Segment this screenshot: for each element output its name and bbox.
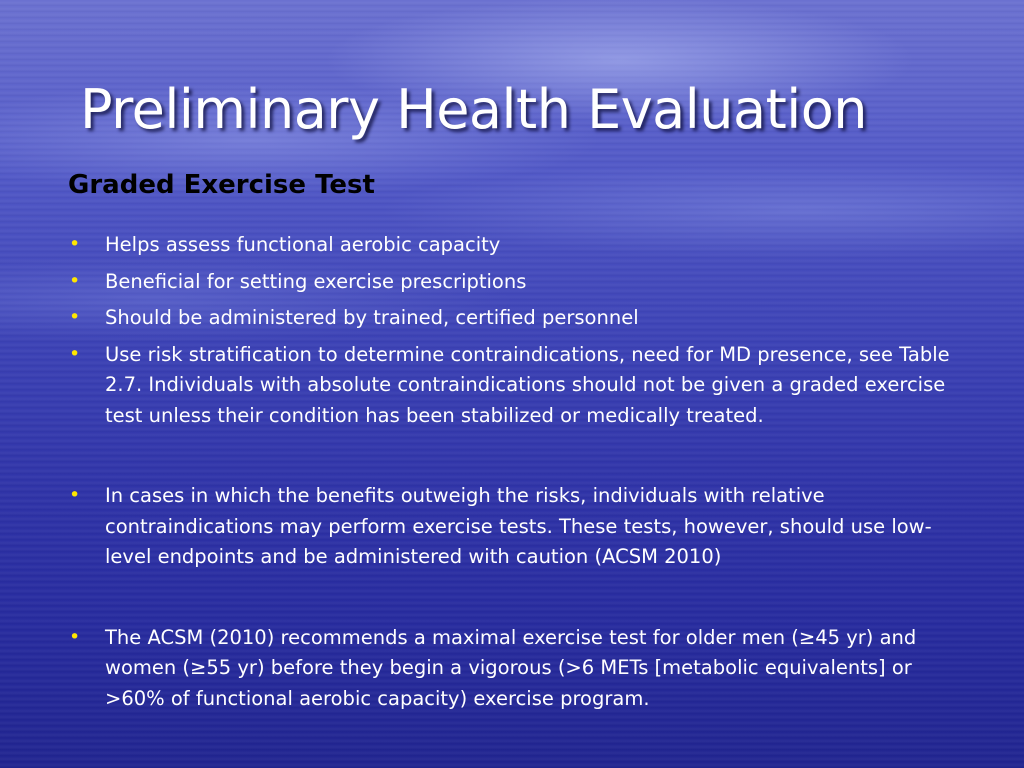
bullet-text: The ACSM (2010) recommends a maximal exercise test for older men (≥45 yr) and women (≥55 yr) before they begin a vigorous (>6 METs [metabolic equivalents] or >60% of functional aerobic capacity) exercise program.: [105, 625, 917, 710]
bullet-dot-icon: •: [69, 625, 81, 648]
bullet-list: [68, 230, 973, 720]
bullet-text: In cases in which the benefits outweigh the risks, individuals with relative contraindications may perform exercise tests. These tests, however, should use low-level endpoints and be administered with caution (ACSM 2010): [105, 484, 932, 568]
bullet-item: [68, 623, 973, 715]
bullet-item: [68, 481, 973, 573]
bullet-dot-icon: •: [69, 484, 81, 506]
bullet-dot-icon: •: [69, 269, 81, 292]
bullet-text: Beneficial for setting exercise prescriptions: [105, 269, 527, 293]
bullet-dot-icon: •: [69, 233, 81, 255]
bullet-item: [68, 340, 973, 432]
bullet-dot-icon: •: [69, 306, 81, 328]
bullet-item: [68, 303, 973, 334]
bullet-text: Should be administered by trained, certified personnel: [105, 306, 639, 329]
bullet-item: [68, 267, 973, 298]
bullet-item: [68, 230, 973, 261]
bullet-text: Use risk stratification to determine contraindications, need for MD presence, see Table 2.7. Individuals with absolute contraindications should not be given a graded exercise test unless their condition has been stabilized or medically treated.: [105, 342, 950, 427]
bullet-dot-icon: •: [69, 342, 81, 365]
slide-title: Preliminary Health Evaluation: [80, 78, 868, 141]
bullet-text: Helps assess functional aerobic capacity: [105, 233, 501, 256]
slide-subtitle: Graded Exercise Test: [68, 170, 375, 200]
